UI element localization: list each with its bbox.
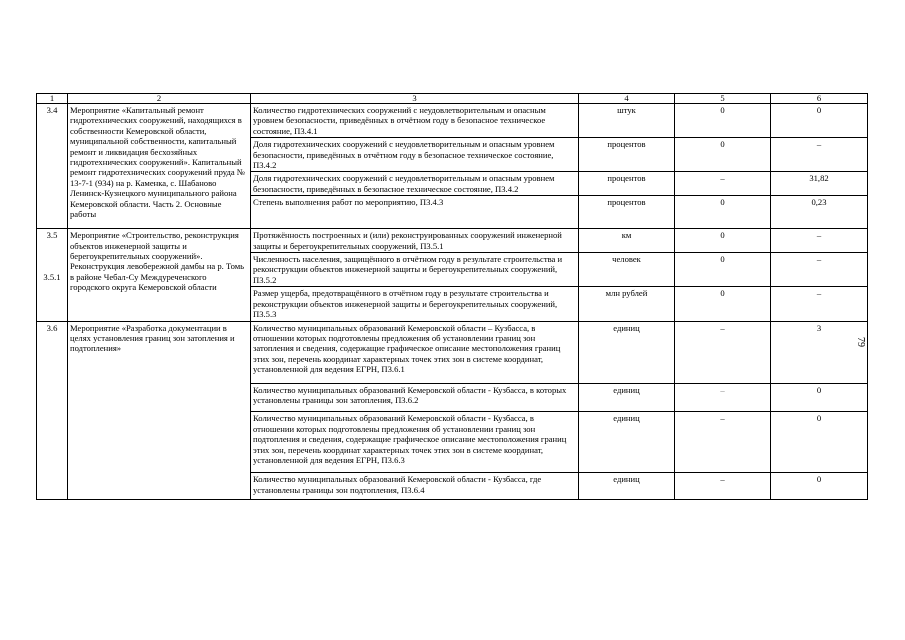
- value-cell: –: [771, 138, 868, 172]
- value-cell: –: [675, 321, 771, 383]
- unit-cell: процентов: [579, 172, 675, 196]
- value-cell: 3: [771, 321, 868, 383]
- indicator-cell: Количество муниципальных образований Кемеровской области - Кузбасса, где установлены границы зон подтопления, П3.6.4: [251, 473, 579, 500]
- unit-cell: процентов: [579, 196, 675, 229]
- item-name: Мероприятие «Разработка документации в целях установления границ зон затопления и подтопления»: [68, 321, 251, 500]
- indicator-cell: Численность населения, защищённого в отчётном году в результате строительства и реконструкции объектов инженерной защиты и берегоукрепительных сооружений, П3.5.2: [251, 253, 579, 287]
- value-cell: 0: [675, 196, 771, 229]
- indicator-cell: Количество муниципальных образований Кемеровской области - Кузбасса, в которых установлены границы зон затопления, П3.6.2: [251, 383, 579, 412]
- value-cell: 31,82: [771, 172, 868, 196]
- value-cell: –: [675, 172, 771, 196]
- table-row: [37, 321, 868, 383]
- indicator-cell: Доля гидротехнических сооружений с неудовлетворительным и опасным уровнем безопасности, приведённых в безопасное техническое состояние, П3.4.2: [251, 172, 579, 196]
- value-cell: –: [771, 229, 868, 253]
- unit-cell: штук: [579, 104, 675, 138]
- value-cell: 0: [771, 104, 868, 138]
- item-number-cell: [37, 229, 68, 321]
- column-header: 2: [68, 94, 251, 104]
- column-header: 6: [771, 94, 868, 104]
- value-cell: 0: [675, 229, 771, 253]
- column-header: 3: [251, 94, 579, 104]
- value-cell: 0: [771, 383, 868, 412]
- item-number: 3.5: [46, 230, 58, 241]
- table-row: [37, 229, 868, 253]
- indicator-cell: Доля гидротехнических сооружений с неудовлетворительным и опасным уровнем безопасности, приведённых в отчётном году в безопасное техническое состояние, П3.4.2: [251, 138, 579, 172]
- item-name: Мероприятие «Строительство, реконструкция объектов инженерной защиты и берегоукрепительных сооружений».: [70, 230, 239, 262]
- indicator-cell: Размер ущерба, предотвращённого в отчётном году в результате строительства и реконструкции объектов инженерной защиты и берегоукрепительных сооружений, П3.5.3: [251, 287, 579, 321]
- sub-item-number: 3.5.1: [43, 271, 61, 282]
- indicator-cell: Количество муниципальных образований Кемеровской области – Кузбасса, в отношении которых подготовлены предложения об установлении границ зон затопления и сведения, содержащие графическое описание местоположения границ этих зон, перечень координат характерных точек этих зон в системе координат, установленной для ведения ЕГРН, П3.6.1: [251, 321, 579, 383]
- value-cell: 0,23: [771, 196, 868, 229]
- value-cell: 0: [675, 138, 771, 172]
- unit-cell: млн рублей: [579, 287, 675, 321]
- value-cell: 0: [675, 104, 771, 138]
- item-number: 3.4: [37, 104, 68, 229]
- column-header: 5: [675, 94, 771, 104]
- column-header: 1: [37, 94, 68, 104]
- unit-cell: км: [579, 229, 675, 253]
- value-cell: –: [675, 412, 771, 473]
- column-header: 4: [579, 94, 675, 104]
- unit-cell: единиц: [579, 412, 675, 473]
- item-name-cell: [68, 229, 251, 321]
- indicator-cell: Количество гидротехнических сооружений с неудовлетворительным и опасным уровнем безопасности, приведённых в отчётном году в безопасное техническое состояние, П3.4.1: [251, 104, 579, 138]
- item-number: 3.6: [37, 321, 68, 500]
- unit-cell: единиц: [579, 473, 675, 500]
- page-number: 79: [855, 337, 866, 347]
- indicator-cell: Протяжённость построенных и (или) реконструированных сооружений инженерной защиты и берегоукрепительных сооружений, П3.5.1: [251, 229, 579, 253]
- unit-cell: человек: [579, 253, 675, 287]
- unit-cell: единиц: [579, 383, 675, 412]
- sub-item-name: Реконструкция левобережной дамбы на р. Томь в районе Чебал-Су Междуреченского городского округа Кемеровской области: [70, 261, 245, 293]
- value-cell: 0: [675, 287, 771, 321]
- value-cell: 0: [771, 412, 868, 473]
- table-header-row: [37, 94, 868, 104]
- indicators-table: [36, 93, 868, 500]
- indicator-cell: Количество муниципальных образований Кемеровской области - Кузбасса, в отношении которых подготовлены предложения об установлении границ зон подтопления и сведения, содержащие графическое описание местоположения границ этих зон, перечень координат характерных точек этих зон в системе координат, установленной для ведения ЕГРН, П3.6.3: [251, 412, 579, 473]
- unit-cell: единиц: [579, 321, 675, 383]
- unit-cell: процентов: [579, 138, 675, 172]
- value-cell: 0: [675, 253, 771, 287]
- value-cell: –: [675, 383, 771, 412]
- item-name: Мероприятие «Капитальный ремонт гидротехнических сооружений, находящихся в собственности Кемеровской области, муниципальной собственности, капитальный ремонт и ликвидация бесхозяйных гидротехнических сооружений». Капитальный ремонт гидротехнических сооружений пруда № 13-7-1 (934) на р. Каменка, с. Шабаново Ленинск-Кузнецкого муниципального района Кемеровской области. Часть 2. Основные работы: [68, 104, 251, 229]
- value-cell: –: [675, 473, 771, 500]
- value-cell: –: [771, 253, 868, 287]
- table-row: [37, 104, 868, 138]
- value-cell: 0: [771, 473, 868, 500]
- indicator-cell: Степень выполнения работ по мероприятию, П3.4.3: [251, 196, 579, 229]
- value-cell: –: [771, 287, 868, 321]
